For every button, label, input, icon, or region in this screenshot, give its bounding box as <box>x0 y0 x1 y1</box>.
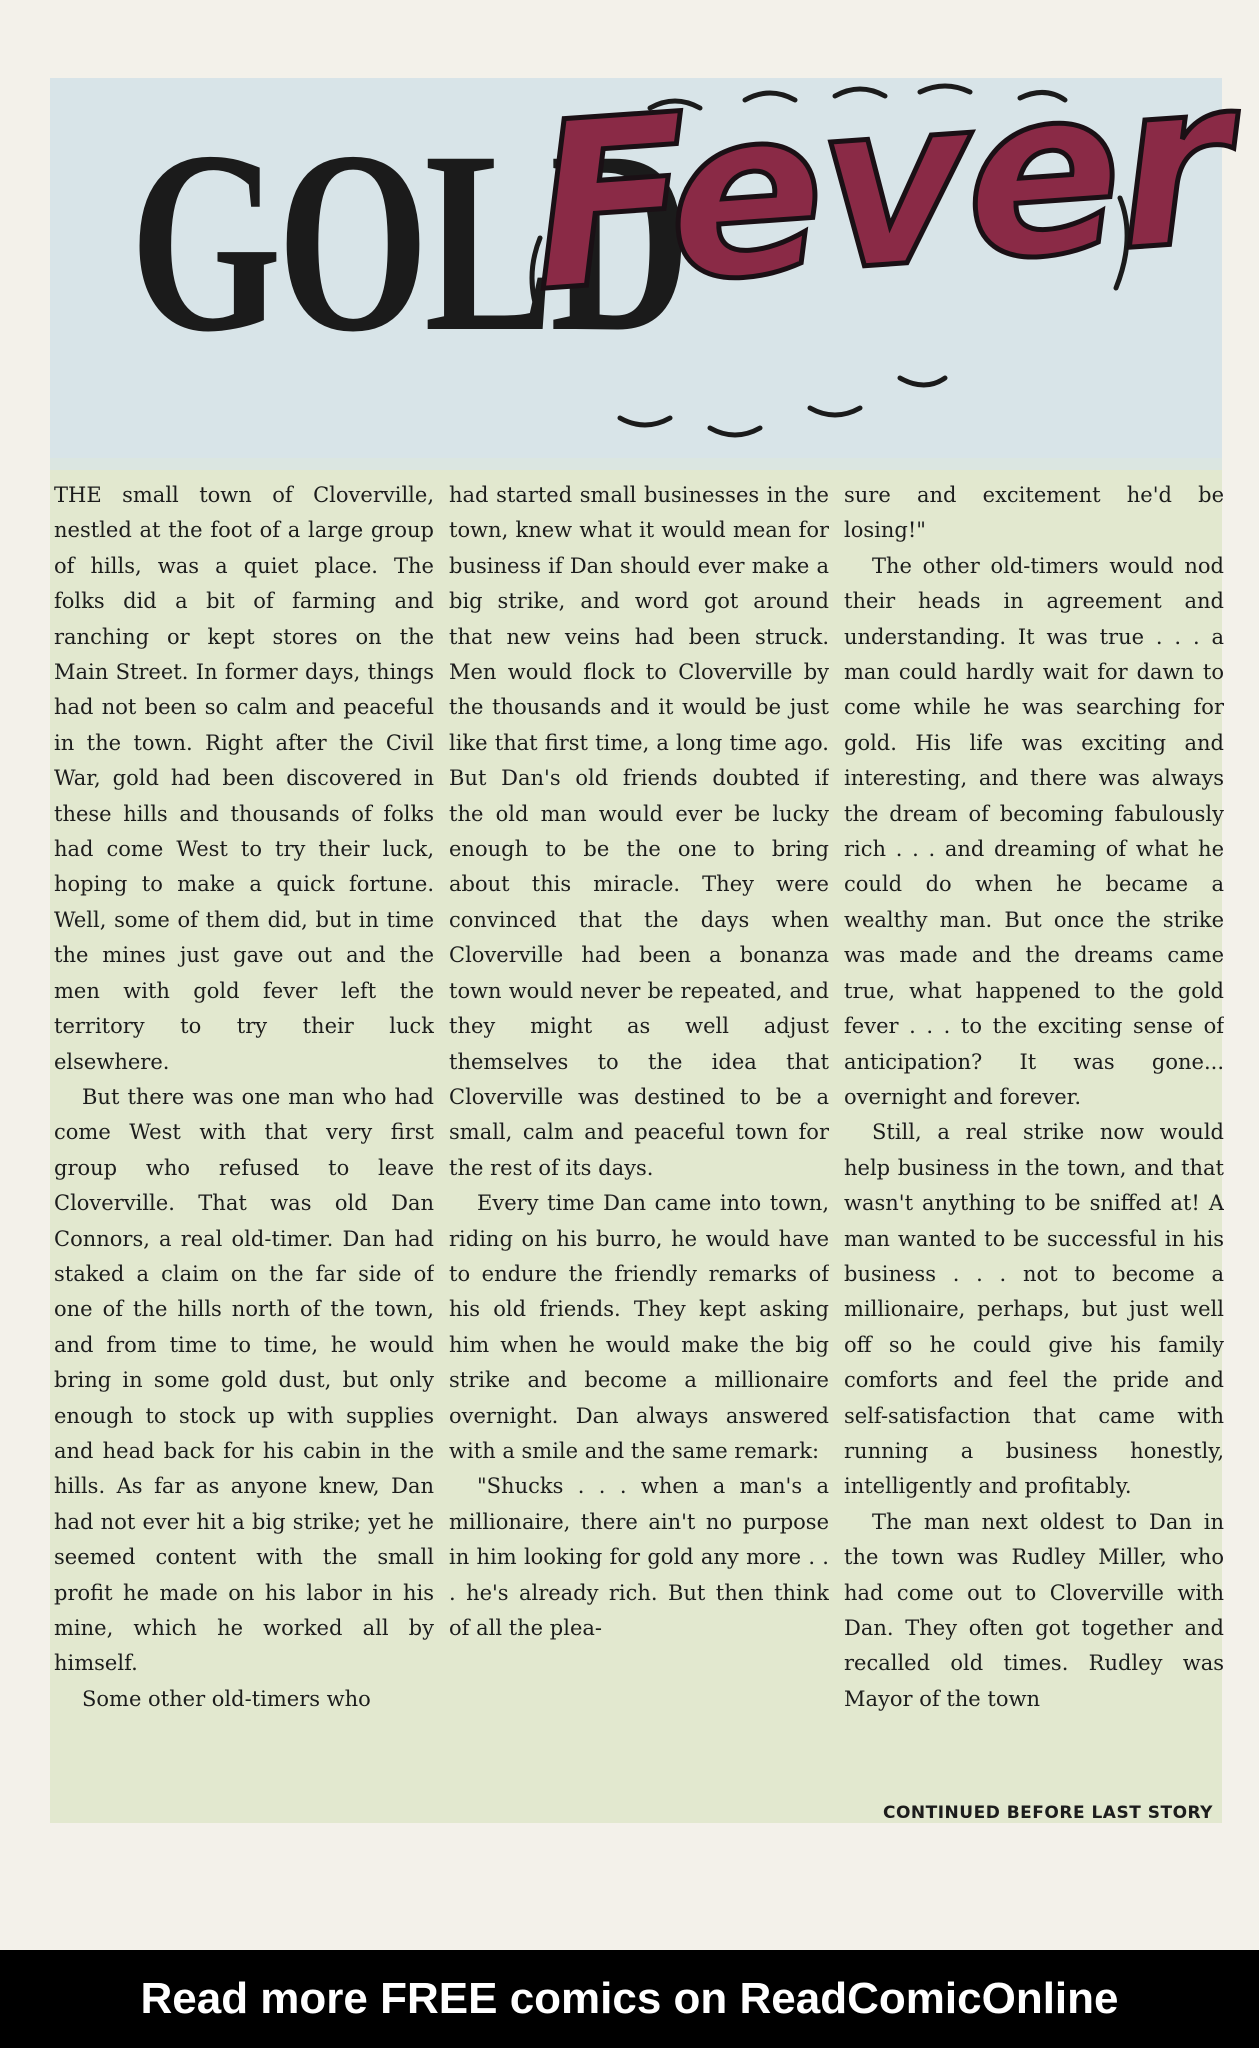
story-column-3 <box>844 478 1224 1793</box>
continued-note: CONTINUED BEFORE LAST STORY <box>882 1803 1213 1823</box>
story-paragraph: THE small town of Cloverville, nestled at the foot of a large group of hills, was a quiet place. The folks did a bit of farming and ranching or kept stores on the Main Street. In former days, things had not been so calm and peaceful in the town. Right after the Civil War, gold had been discovered in these hills and thousands of folks had come West to try their luck, hoping to make a quick fortune. Well, some of them did, but in time the mines just gave out and the men with gold fever left the territory to try their luck elsewhere. <box>54 483 434 1074</box>
story-paragraph: Some other old-timers who <box>82 1686 371 1711</box>
story-column-2 <box>449 478 829 1793</box>
story-paragraph: had started small businesses in the town, knew what it would mean for business if Dan should ever make a big strike, and word got around that new veins had been struck. Men would flock to Cloverville by the thousands and it would be just like that first time, a long time ago. But Dan's old friends doubted if the old man would ever be lucky enough to be the one to bring about this miracle. They were convinced that the days when Cloverville had been a bonanza town would never be repeated, and they might as well adjust themselves to the idea that Cloverville was destined to be a small, calm and peaceful town for the rest of its days. <box>449 483 829 1180</box>
story-paragraph: Every time Dan came into town, riding on his burro, he would have to endure the friendly remarks of his old friends. They kept asking him when he would make the big strike and become a millionaire overnight. Dan always answered with a smile and the same remark: <box>449 1191 829 1463</box>
title-gold: GOLD <box>130 98 687 386</box>
story-column-1 <box>54 478 434 1793</box>
story-paragraph: Still, a real strike now would help business in the town, and that wasn't anything to be sniffed at! A man wanted to be successful in his business . . . not to become a millionaire, perhaps, but just well off so he could give his family comforts and feel the pride and self-satisfaction that came with running a business honestly, intelligently and profitably. <box>844 1120 1224 1499</box>
story-paragraph: But there was one man who had come West with that very first group who refused to leave Cloverville. That was old Dan Connors, a real old-timer. Dan had staked a claim on the far side of one of the hills north of the town, and from time to time, he would bring in some gold dust, but only enough to stock up with supplies and head back for his cabin in the hills. As far as anyone knew, Dan had not ever hit a big strike; yet he seemed content with the small profit he made on his labor in his mine, which he worked all by himself. <box>54 1084 434 1676</box>
read-more-link[interactable]: Read more FREE comics on ReadComicOnline <box>140 1974 1119 2023</box>
story-paragraph: The man next oldest to Dan in the town was Rudley Miller, who had come out to Cloverville with Dan. They often got together and recalled old times. Rudley was Mayor of the town <box>844 1509 1224 1711</box>
story-paragraph: "Shucks . . . when a man's a millionaire, there ain't no purpose in him looking for gold any more . . . he's already rich. But then think of all the plea- <box>449 1474 829 1640</box>
story-paragraph: The other old-timers would nod their heads in agreement and understanding. It was true . . . a man could hardly wait for dawn to come while he was searching for gold. His life was exciting and interesting, and there was always the dream of becoming fabulously rich . . . and dreaming of what he could do when he became a wealthy man. But once the strike was made and the dreams came true, what happened to the gold fever . . . to the exciting sense of anticipation? It was gone... overnight and forever. <box>844 553 1224 1109</box>
story-paragraph: sure and excitement he'd be losing!" <box>844 483 1224 543</box>
title-fever: Fever <box>523 28 1236 344</box>
footer-banner <box>0 1950 1259 2048</box>
